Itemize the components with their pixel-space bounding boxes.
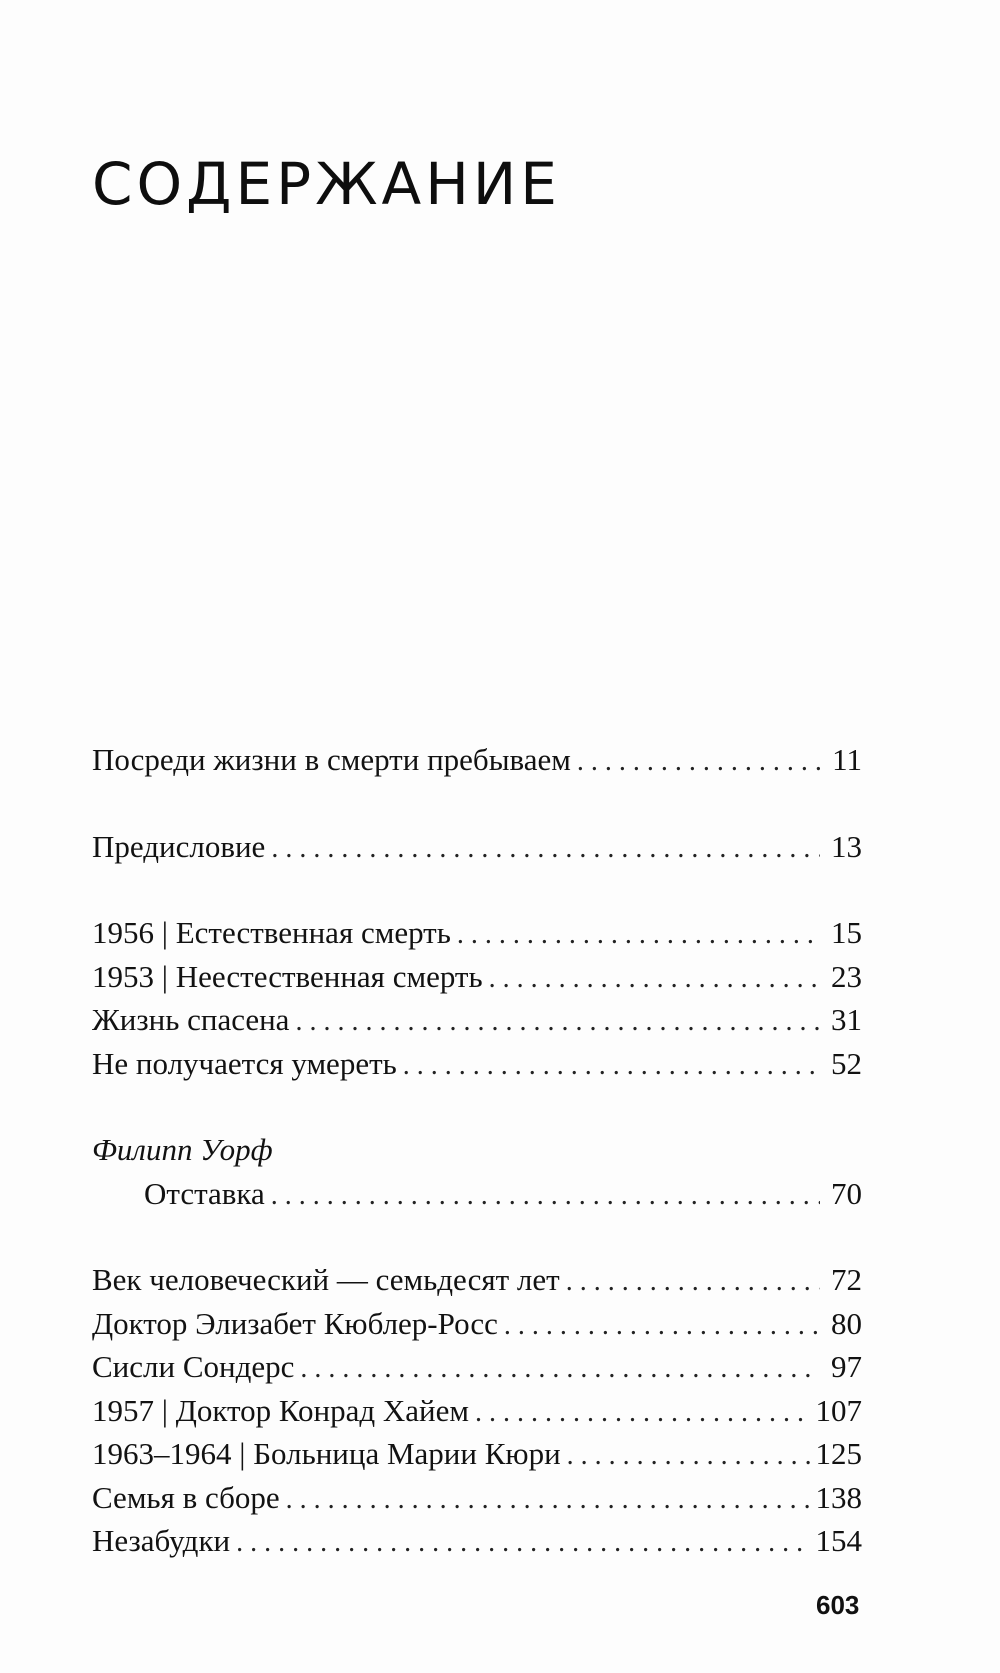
section-gap <box>92 1215 862 1258</box>
page-title: СОДЕРЖАНИЕ <box>92 150 561 218</box>
toc-entry-page: 13 <box>831 828 862 864</box>
section-gap <box>92 1085 862 1128</box>
toc-entry-page: 154 <box>815 1523 862 1558</box>
dot-leader <box>271 1172 820 1218</box>
toc-entry-title: 1957 | Доктор Конрад Хайем <box>92 1392 470 1428</box>
toc-entry-title: Незабудки <box>92 1523 231 1558</box>
toc-entry-title: Век человеческий — семьдесят лет <box>92 1262 560 1297</box>
toc-entry-title: Сисли Сондерс <box>92 1349 295 1384</box>
toc-entry-page: 107 <box>815 1392 862 1428</box>
toc-entry-page: 80 <box>831 1305 862 1341</box>
dot-leader <box>403 1042 820 1088</box>
toc-entry-page: 70 <box>831 1175 862 1211</box>
dot-leader <box>566 1258 820 1304</box>
toc-entry <box>92 738 862 782</box>
dot-leader <box>271 825 820 871</box>
table-of-contents <box>92 738 862 1563</box>
toc-entry-page: 11 <box>832 742 862 777</box>
toc-entry-title: 1953 | Неестественная смерть <box>92 958 483 994</box>
dot-leader <box>295 998 820 1044</box>
toc-entry-title: Посреди жизни в смерти пребываем <box>92 742 571 777</box>
toc-entry-title: Отставка <box>144 1175 265 1211</box>
toc-entry <box>92 1258 862 1302</box>
toc-entry-page: 15 <box>831 915 862 950</box>
dot-leader <box>489 955 820 1001</box>
toc-entry <box>92 1345 862 1389</box>
section-gap <box>92 782 862 825</box>
toc-entry <box>92 1172 862 1216</box>
toc-entry <box>92 825 862 869</box>
toc-entry-title: Доктор Элизабет Кюблер-Росс <box>92 1305 498 1341</box>
toc-entry <box>92 1519 862 1563</box>
toc-entry-title: Семья в сборе <box>92 1479 280 1515</box>
toc-entry-page: 138 <box>815 1479 862 1515</box>
toc-entry-title: 1956 | Естественная смерть <box>92 915 451 950</box>
toc-entry <box>92 955 862 999</box>
dot-leader <box>286 1476 810 1522</box>
toc-entry <box>92 1042 862 1086</box>
dot-leader <box>577 738 820 784</box>
toc-entry <box>92 1476 862 1520</box>
dot-leader <box>300 1345 820 1391</box>
section-gap <box>92 868 862 911</box>
toc-entry-page: 125 <box>815 1436 862 1471</box>
toc-entry-page: 23 <box>831 958 862 994</box>
toc-entry <box>92 1432 862 1476</box>
toc-entry-title: Не получается умереть <box>92 1045 397 1081</box>
dot-leader <box>475 1389 809 1435</box>
toc-entry <box>92 1302 862 1346</box>
toc-entry-title: Жизнь спасена <box>92 1002 290 1037</box>
toc-entry-page: 72 <box>831 1262 862 1297</box>
toc-entry-page: 52 <box>831 1045 862 1081</box>
toc-entry <box>92 1389 862 1433</box>
toc-author: Филипп Уорф <box>92 1132 273 1167</box>
dot-leader <box>236 1519 809 1565</box>
toc-entry-title: 1963–1964 | Больница Марии Кюри <box>92 1436 561 1471</box>
toc-entry <box>92 998 862 1042</box>
toc-entry-page: 97 <box>831 1349 862 1384</box>
toc-entry-title: Предисловие <box>92 828 266 864</box>
page-number: 603 <box>816 1590 860 1620</box>
toc-entry <box>92 911 862 955</box>
toc-entry-page: 31 <box>831 1002 862 1037</box>
dot-leader <box>567 1432 810 1478</box>
dot-leader <box>457 911 820 957</box>
dot-leader <box>504 1302 820 1348</box>
